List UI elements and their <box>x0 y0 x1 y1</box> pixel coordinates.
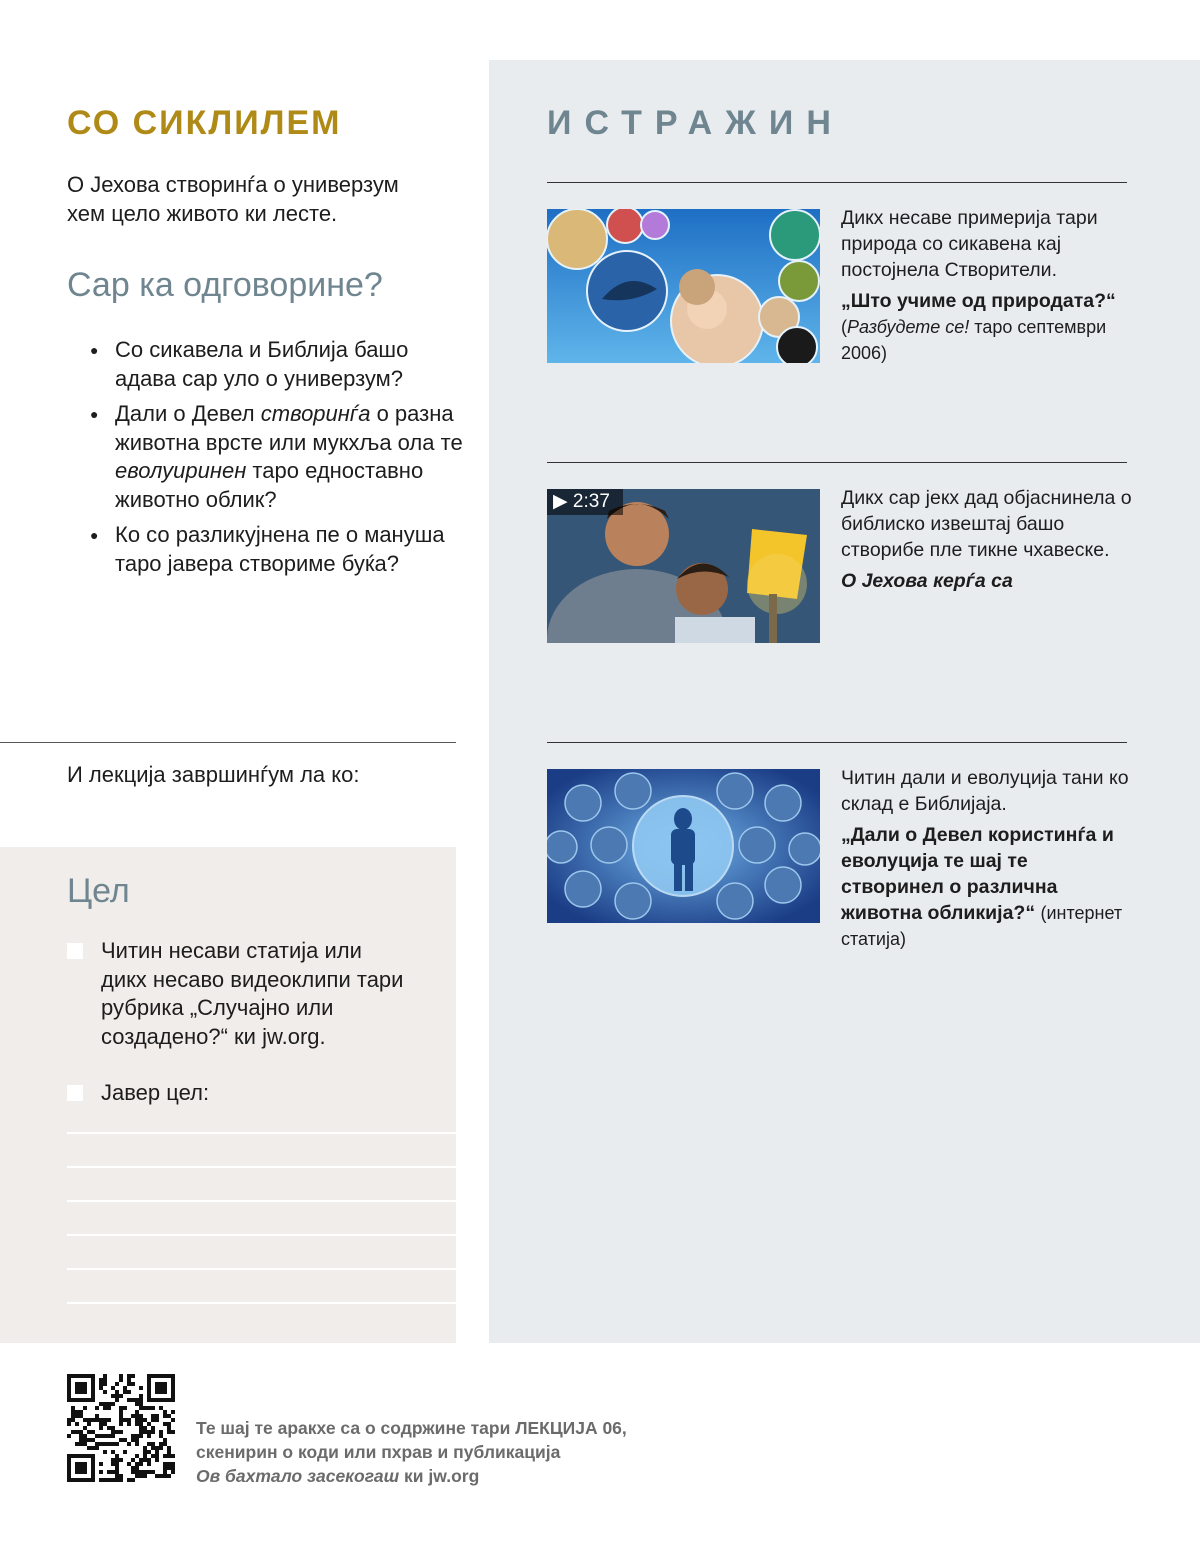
goal-checkbox[interactable] <box>67 943 83 959</box>
footer-line: Ов бахтало засекогаш ки jw.org <box>196 1466 480 1486</box>
divider <box>547 742 1127 743</box>
questions-heading: Сар ка одговорине? <box>67 266 383 304</box>
question-list <box>90 336 470 585</box>
summary-heading: СО СИКЛИЛЕМ <box>67 104 342 142</box>
bullet-icon: ● <box>90 527 99 543</box>
resource-title-link[interactable]: О Јехова керѓа са <box>841 570 1013 592</box>
write-line[interactable] <box>67 1166 456 1168</box>
summary-text: О Јехова створинѓа о универзум хем цело живото ки лесте. <box>67 172 399 226</box>
video-thumbnail[interactable] <box>547 489 820 643</box>
resource-description: Дикх несаве примерија тари природа со сикавена кај постојнела Створители. <box>841 207 1098 281</box>
footer-line: скенирин о коди или пхрав и публикација <box>196 1442 561 1462</box>
resource-1 <box>841 205 1133 366</box>
bullet-icon: ● <box>90 342 99 358</box>
qr-code-icon[interactable] <box>67 1374 175 1482</box>
resource-2 <box>841 485 1133 594</box>
bullet-icon: ● <box>90 406 99 422</box>
goal-heading: Цел <box>67 872 130 910</box>
goal-item-1[interactable] <box>67 937 407 1051</box>
goal-text: Читин несави статија или дикх несаво видеоклипи тари рубрика „Случајно или создадено?“ ки jw.org. <box>101 938 404 1049</box>
write-line[interactable] <box>67 1268 456 1270</box>
write-line[interactable] <box>67 1200 456 1202</box>
goal-checkbox[interactable] <box>67 1085 83 1101</box>
video-duration: 2:37 <box>572 491 610 512</box>
write-line[interactable] <box>67 1302 456 1304</box>
explore-heading: ИСТРАЖИН <box>547 104 844 142</box>
resource-title-link[interactable]: „Дали о Девел користинѓа и еволуција те шај те створинел о различна животна обликија?“ (интернет статија) <box>841 824 1123 949</box>
goal-text: Јавер цел: <box>101 1080 210 1105</box>
resource-source: (Разбудете се! таро септември 2006) <box>841 317 1107 363</box>
divider <box>547 182 1127 183</box>
resource-source: (интернет статија) <box>841 903 1123 949</box>
question-item: ● Ко со разликујнена пе о мануша таро јавера створиме буќа? <box>90 522 445 576</box>
divider <box>0 742 456 743</box>
goal-item-2[interactable] <box>67 1079 407 1108</box>
footer-note <box>196 1416 627 1488</box>
nature-collage-image[interactable] <box>547 209 820 363</box>
resource-3 <box>841 765 1133 952</box>
human-animals-image[interactable] <box>547 769 820 923</box>
video-duration-badge <box>547 489 623 515</box>
resource-title-link[interactable]: „Што учиме од природата?“ <box>841 290 1116 312</box>
resource-description: Читин дали и еволуција тани ко склад е Библијаја. <box>841 767 1129 815</box>
write-line[interactable] <box>67 1132 456 1134</box>
divider <box>547 462 1127 463</box>
completed-label: И лекција завршинѓум ла ко: <box>67 762 360 787</box>
write-line[interactable] <box>67 1234 456 1236</box>
play-icon: ▶ <box>553 491 568 512</box>
footer-line: Те шај те аракхе са о содржине тари ЛЕКЦИЈА 06, <box>196 1418 627 1438</box>
question-item: ● Дали о Девел створинѓа о разна животна врсте или мукхља ола те еволуиринен таро едноставно животно облик? <box>90 401 463 512</box>
resource-description: Дикх сар јекх дад објаснинела о библиско извештај башо створибе пле тикне чхавеске. <box>841 487 1132 561</box>
question-item: ● Со сикавела и Библија башо адава сар уло о универзум? <box>90 337 409 391</box>
